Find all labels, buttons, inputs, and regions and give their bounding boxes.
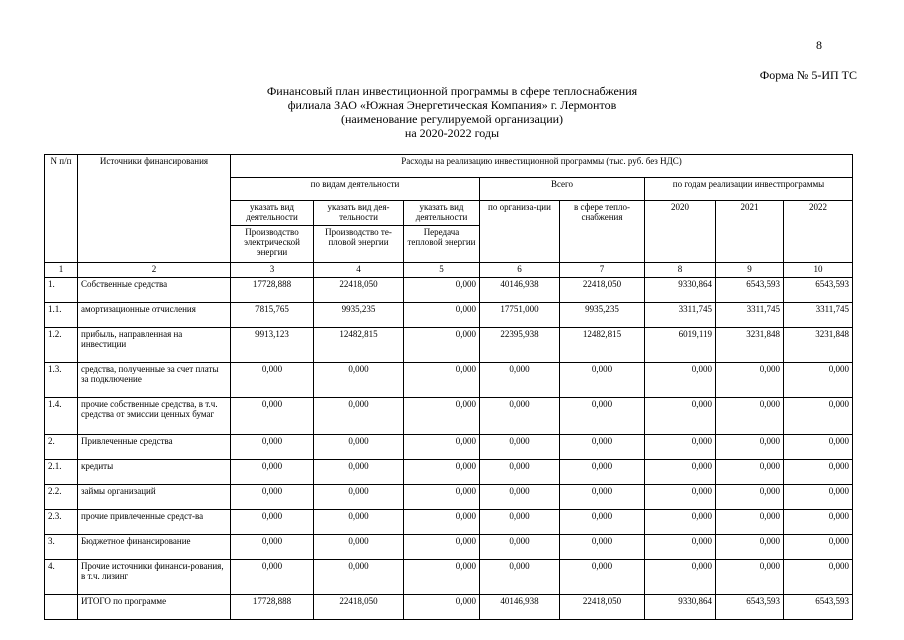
- row-value: 0,000: [404, 278, 480, 303]
- row-value: 40146,938: [480, 278, 560, 303]
- column-number: 7: [560, 263, 645, 278]
- row-value: 0,000: [480, 460, 560, 485]
- column-number: 10: [784, 263, 853, 278]
- row-number: 4.: [45, 560, 78, 595]
- row-value: 9330,864: [645, 595, 716, 620]
- title-line-2: филиала ЗАО «Южная Энергетическая Компания» г. Лермонтов: [287, 98, 617, 112]
- row-number: 1.4.: [45, 398, 78, 435]
- row-source-name: прибыль, направленная на инвестиции: [78, 328, 231, 363]
- table-row: [45, 595, 853, 620]
- row-value: 9330,864: [645, 278, 716, 303]
- row-value: 6543,593: [784, 278, 853, 303]
- row-value: 0,000: [231, 435, 314, 460]
- header-year-3: 2022: [784, 201, 853, 263]
- row-value: 22418,050: [560, 278, 645, 303]
- row-value: 0,000: [645, 435, 716, 460]
- header-activity2-top: указать вид дея-тельности: [314, 201, 404, 226]
- row-value: 17728,888: [231, 278, 314, 303]
- row-value: 0,000: [716, 510, 784, 535]
- row-value: 0,000: [404, 535, 480, 560]
- row-value: 0,000: [560, 363, 645, 398]
- table-row: [45, 560, 853, 595]
- table-row: [45, 363, 853, 398]
- header-activity3-name: Передача тепловой энергии: [404, 226, 480, 263]
- table-row: [45, 535, 853, 560]
- column-number: 6: [480, 263, 560, 278]
- table-row: [45, 278, 853, 303]
- row-value: 3231,848: [716, 328, 784, 363]
- row-source-name: средства, полученные за счет платы за подключение: [78, 363, 231, 398]
- form-number: Форма № 5-ИП ТС: [759, 68, 857, 82]
- row-source-name: Бюджетное финансирование: [78, 535, 231, 560]
- row-value: 0,000: [314, 398, 404, 435]
- row-number: 2.1.: [45, 460, 78, 485]
- row-value: 0,000: [404, 595, 480, 620]
- header-activity3-top: указать вид деятельности: [404, 201, 480, 226]
- row-source-name: займы организаций: [78, 485, 231, 510]
- row-value: 0,000: [560, 535, 645, 560]
- row-value: 0,000: [716, 560, 784, 595]
- row-value: 0,000: [716, 460, 784, 485]
- row-value: 0,000: [560, 485, 645, 510]
- row-number: 2.: [45, 435, 78, 460]
- row-source-name: кредиты: [78, 460, 231, 485]
- financial-plan-table: [44, 154, 853, 620]
- title-line-3: (наименование регулируемой организации): [340, 112, 564, 126]
- table-row: [45, 398, 853, 435]
- row-value: 0,000: [645, 398, 716, 435]
- row-value: 0,000: [231, 485, 314, 510]
- row-value: 0,000: [784, 535, 853, 560]
- row-number: 1.2.: [45, 328, 78, 363]
- row-value: 0,000: [716, 435, 784, 460]
- header-activity1-name: Производство электрической энергии: [231, 226, 314, 263]
- header-year-2: 2021: [716, 201, 784, 263]
- header-source: Источники финансирования: [78, 155, 231, 263]
- header-by-years: по годам реализации инвестпрограммы: [645, 178, 853, 201]
- document-title: [0, 84, 904, 140]
- table-row: [45, 328, 853, 363]
- title-line-1: Финансовый план инвестиционной программы в сфере теплоснабжения: [266, 84, 638, 98]
- row-value: 0,000: [231, 460, 314, 485]
- row-value: 0,000: [404, 485, 480, 510]
- row-value: 9913,123: [231, 328, 314, 363]
- row-source-name: ИТОГО по программе: [78, 595, 231, 620]
- column-number: 9: [716, 263, 784, 278]
- row-value: 3231,848: [784, 328, 853, 363]
- column-number: 4: [314, 263, 404, 278]
- column-number: 5: [404, 263, 480, 278]
- row-value: 0,000: [480, 435, 560, 460]
- row-value: 6543,593: [716, 595, 784, 620]
- row-source-name: Прочие источники финанси-рования, в т.ч. лизинг: [78, 560, 231, 595]
- row-value: 0,000: [231, 398, 314, 435]
- row-number: 1.1.: [45, 303, 78, 328]
- header-by-activity: по видам деятельности: [231, 178, 480, 201]
- row-value: 0,000: [314, 510, 404, 535]
- row-value: 0,000: [404, 460, 480, 485]
- header-n: N п/п: [45, 155, 78, 263]
- row-value: 22418,050: [314, 595, 404, 620]
- row-number: 1.: [45, 278, 78, 303]
- row-value: 0,000: [784, 510, 853, 535]
- table-row: [45, 460, 853, 485]
- row-value: 9935,235: [560, 303, 645, 328]
- row-value: 0,000: [480, 485, 560, 510]
- row-value: 0,000: [314, 485, 404, 510]
- row-source-name: прочие собственные средства, в т.ч. средства от эмиссии ценных бумаг: [78, 398, 231, 435]
- row-value: 3311,745: [645, 303, 716, 328]
- row-value: 17728,888: [231, 595, 314, 620]
- header-expenses: Расходы на реализацию инвестиционной программы (тыс. руб. без НДС): [231, 155, 853, 178]
- row-value: 22395,938: [480, 328, 560, 363]
- row-source-name: Собственные средства: [78, 278, 231, 303]
- row-value: 0,000: [645, 535, 716, 560]
- row-value: 0,000: [314, 363, 404, 398]
- row-value: 0,000: [560, 435, 645, 460]
- row-value: 0,000: [784, 398, 853, 435]
- row-number: 2.2.: [45, 485, 78, 510]
- row-value: 0,000: [560, 510, 645, 535]
- row-value: 9935,235: [314, 303, 404, 328]
- row-number: 2.3.: [45, 510, 78, 535]
- header-year-1: 2020: [645, 201, 716, 263]
- row-value: 6019,119: [645, 328, 716, 363]
- row-value: 0,000: [560, 560, 645, 595]
- row-value: 0,000: [404, 560, 480, 595]
- row-value: 3311,745: [784, 303, 853, 328]
- row-value: 0,000: [231, 535, 314, 560]
- column-number: 1: [45, 263, 78, 278]
- page-number: 8: [816, 38, 822, 52]
- row-value: 0,000: [480, 363, 560, 398]
- row-value: 0,000: [784, 560, 853, 595]
- row-value: 0,000: [231, 510, 314, 535]
- row-value: 0,000: [716, 398, 784, 435]
- row-value: 0,000: [314, 560, 404, 595]
- row-value: 0,000: [480, 560, 560, 595]
- row-value: 0,000: [716, 535, 784, 560]
- row-value: 0,000: [645, 510, 716, 535]
- row-value: 12482,815: [314, 328, 404, 363]
- row-value: 22418,050: [560, 595, 645, 620]
- row-value: 0,000: [404, 303, 480, 328]
- row-value: 0,000: [716, 363, 784, 398]
- row-value: 0,000: [231, 363, 314, 398]
- row-value: 0,000: [560, 398, 645, 435]
- row-value: 6543,593: [716, 278, 784, 303]
- row-value: 6543,593: [784, 595, 853, 620]
- table-row: [45, 435, 853, 460]
- column-number-row: [45, 263, 853, 278]
- row-value: 0,000: [314, 460, 404, 485]
- row-value: 0,000: [480, 398, 560, 435]
- column-number: 3: [231, 263, 314, 278]
- row-value: 0,000: [784, 363, 853, 398]
- row-source-name: Привлеченные средства: [78, 435, 231, 460]
- row-value: 0,000: [560, 460, 645, 485]
- header-total-heat: в сфере тепло-снабжения: [560, 201, 645, 263]
- table-row: [45, 303, 853, 328]
- row-value: 0,000: [716, 485, 784, 510]
- header-total-org: по организа-ции: [480, 201, 560, 263]
- table-row: [45, 510, 853, 535]
- row-value: 0,000: [784, 460, 853, 485]
- row-value: 7815,765: [231, 303, 314, 328]
- row-value: 22418,050: [314, 278, 404, 303]
- row-value: 0,000: [404, 398, 480, 435]
- row-value: 0,000: [314, 535, 404, 560]
- row-value: 12482,815: [560, 328, 645, 363]
- row-number: 3.: [45, 535, 78, 560]
- title-line-4: на 2020-2022 годы: [404, 126, 500, 140]
- row-value: 0,000: [314, 435, 404, 460]
- header-activity2-name: Производство те-пловой энергии: [314, 226, 404, 263]
- row-value: 0,000: [231, 560, 314, 595]
- row-source-name: амортизационные отчисления: [78, 303, 231, 328]
- table-row: [45, 485, 853, 510]
- row-number: [45, 595, 78, 620]
- row-value: 0,000: [784, 485, 853, 510]
- row-value: 0,000: [645, 485, 716, 510]
- header-activity1-top: указать вид деятельности: [231, 201, 314, 226]
- row-value: 0,000: [645, 560, 716, 595]
- row-value: 0,000: [404, 435, 480, 460]
- row-value: 0,000: [784, 435, 853, 460]
- row-value: 3311,745: [716, 303, 784, 328]
- row-value: 0,000: [404, 363, 480, 398]
- row-value: 0,000: [404, 510, 480, 535]
- header-total: Всего: [480, 178, 645, 201]
- row-value: 40146,938: [480, 595, 560, 620]
- row-value: 0,000: [404, 328, 480, 363]
- column-number: 8: [645, 263, 716, 278]
- row-value: 0,000: [645, 363, 716, 398]
- row-value: 17751,000: [480, 303, 560, 328]
- row-number: 1.3.: [45, 363, 78, 398]
- row-value: 0,000: [645, 460, 716, 485]
- column-number: 2: [78, 263, 231, 278]
- row-value: 0,000: [480, 535, 560, 560]
- row-source-name: прочие привлеченные средст-ва: [78, 510, 231, 535]
- row-value: 0,000: [480, 510, 560, 535]
